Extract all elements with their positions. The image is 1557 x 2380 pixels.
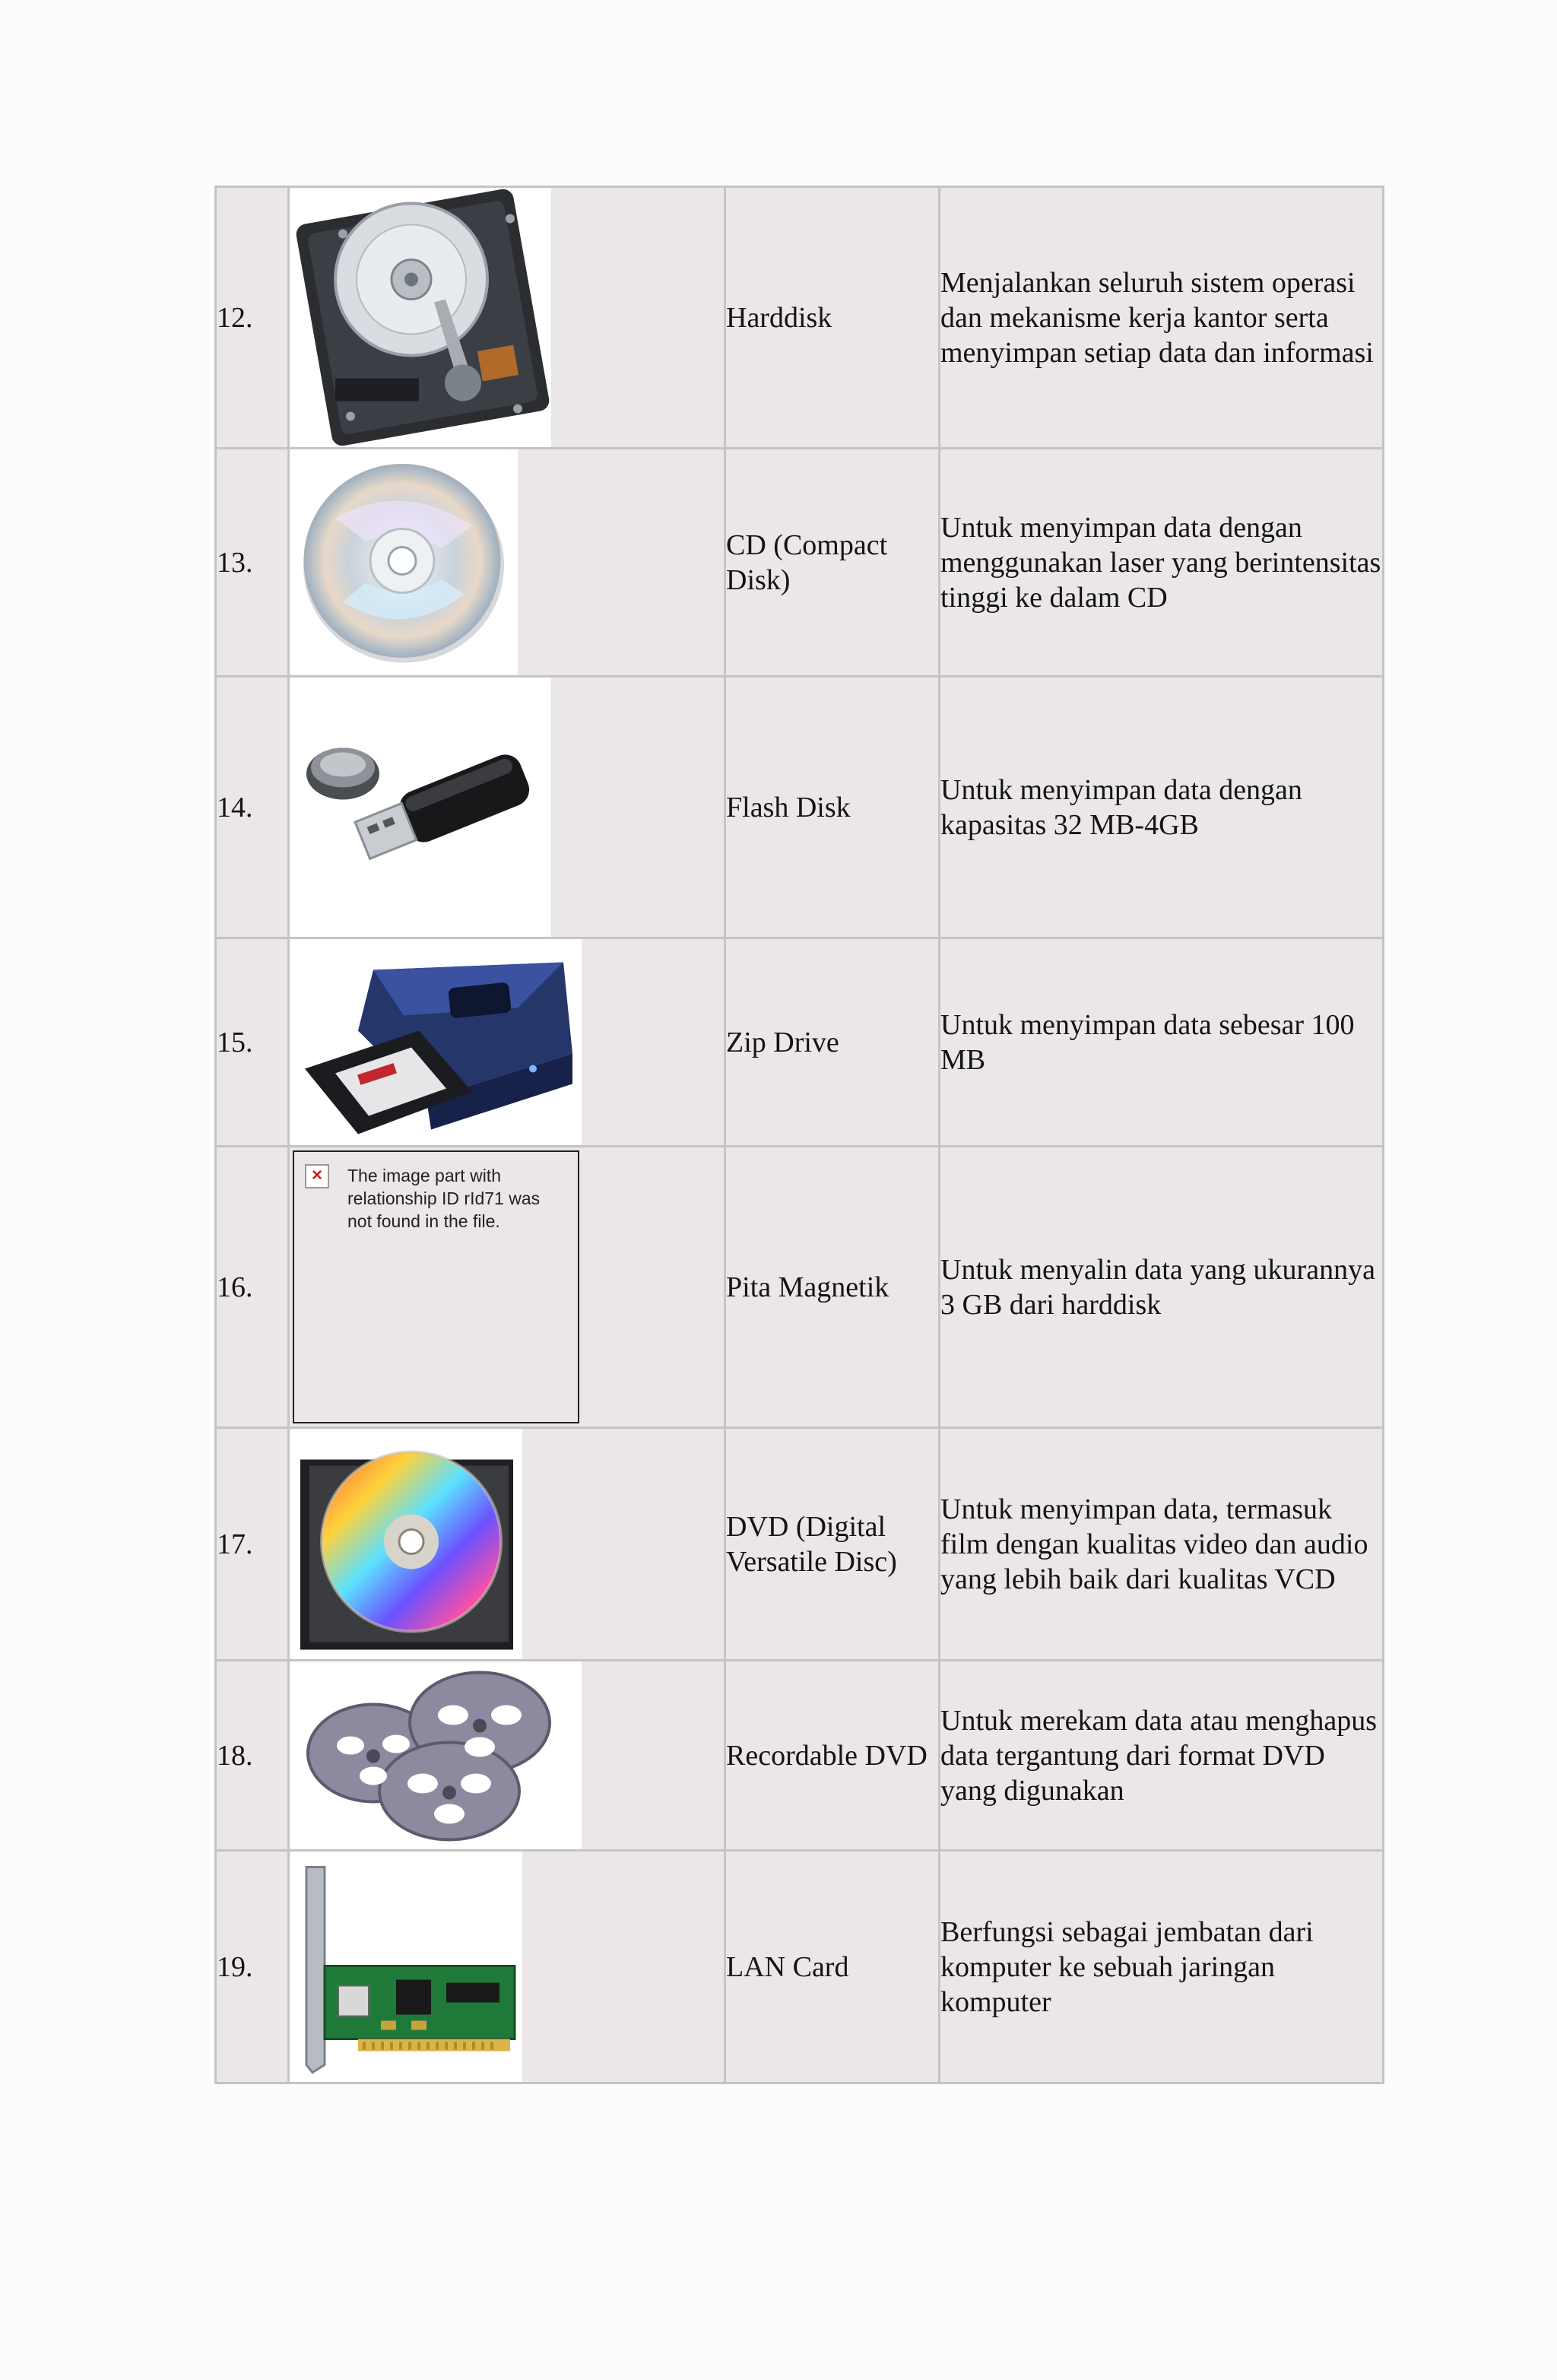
broken-image-message: The image part with relationship ID rId71 was not found in the file. [347, 1166, 541, 1231]
device-image-cell [289, 187, 725, 449]
device-image-cell [289, 1428, 725, 1661]
device-image-cell [289, 1147, 725, 1428]
row-number: 19. [216, 1851, 289, 2083]
device-image-cell [289, 677, 725, 938]
device-name: CD (Compact Disk) [725, 449, 940, 677]
row-number: 13. [216, 449, 289, 677]
network-card-image [290, 1852, 522, 2082]
table-row [216, 1851, 1384, 2083]
document-page [214, 186, 1382, 2084]
table-row [216, 1147, 1384, 1428]
table-row [216, 938, 1384, 1147]
usb-flash-drive-image [290, 678, 551, 937]
device-image-cell [289, 938, 725, 1147]
compact-disc-image [290, 449, 518, 675]
device-description: Untuk merekam data atau menghapus data tergantung dari format DVD yang digunakan [940, 1661, 1384, 1851]
device-description: Untuk menyimpan data sebesar 100 MB [940, 938, 1384, 1147]
table-row [216, 1661, 1384, 1851]
broken-image-placeholder [293, 1150, 579, 1423]
zip-drive-image [290, 939, 582, 1145]
table-row [216, 677, 1384, 938]
device-image-cell [289, 1661, 725, 1851]
row-number: 14. [216, 677, 289, 938]
device-description: Berfungsi sebagai jembatan dari komputer ke sebuah jaringan komputer [940, 1851, 1384, 2083]
device-name: Harddisk [725, 187, 940, 449]
device-name: Flash Disk [725, 677, 940, 938]
device-description: Untuk menyalin data yang ukurannya 3 GB dari harddisk [940, 1147, 1384, 1428]
row-number: 15. [216, 938, 289, 1147]
table-row [216, 1428, 1384, 1661]
device-description: Untuk menyimpan data dengan menggunakan laser yang berintensitas tinggi ke dalam CD [940, 449, 1384, 677]
broken-image-icon: × [305, 1164, 329, 1188]
device-image-cell [289, 1851, 725, 2083]
storage-devices-table [214, 186, 1384, 2084]
device-description: Untuk menyimpan data dengan kapasitas 32 MB-4GB [940, 677, 1384, 938]
device-name: Zip Drive [725, 938, 940, 1147]
table-row [216, 187, 1384, 449]
device-description: Untuk menyimpan data, termasuk film dengan kualitas video dan audio yang lebih baik dari kualitas VCD [940, 1428, 1384, 1661]
device-name: DVD (Digital Versatile Disc) [725, 1428, 940, 1661]
device-image-cell [289, 449, 725, 677]
row-number: 17. [216, 1428, 289, 1661]
dvd-in-case-image [290, 1429, 522, 1659]
hard-disk-image [290, 188, 551, 447]
row-number: 18. [216, 1661, 289, 1851]
table-row [216, 449, 1384, 677]
device-name: LAN Card [725, 1851, 940, 2083]
device-name: Pita Magnetik [725, 1147, 940, 1428]
device-description: Menjalankan seluruh sistem operasi dan mekanisme kerja kantor serta menyimpan setiap data dan informasi [940, 187, 1384, 449]
row-number: 16. [216, 1147, 289, 1428]
film-reels-image [290, 1661, 582, 1849]
device-name: Recordable DVD [725, 1661, 940, 1851]
row-number: 12. [216, 187, 289, 449]
